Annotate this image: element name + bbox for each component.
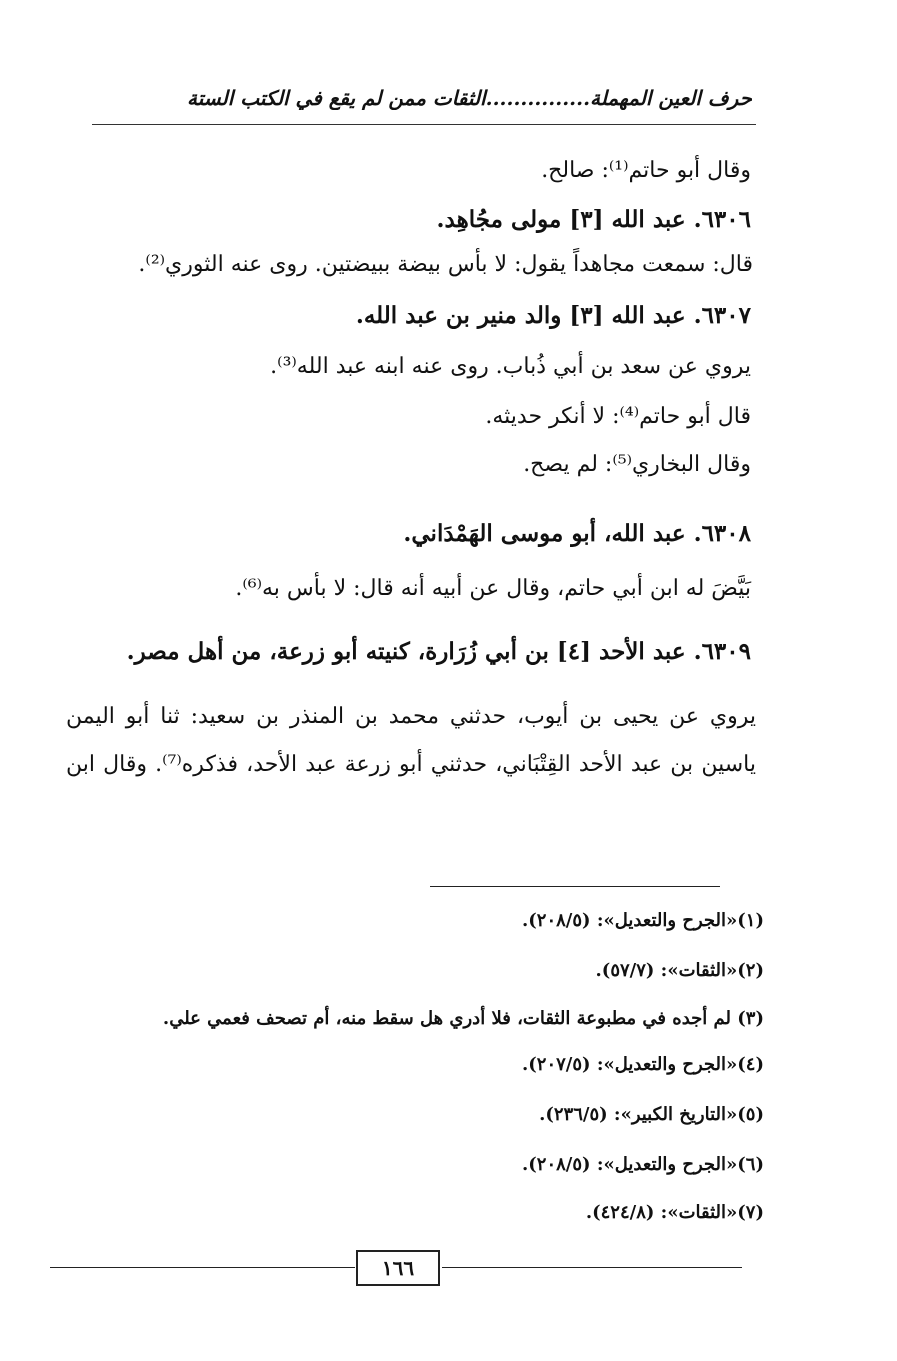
footnote: (٢)«الثقات»: (٥٧/٧). <box>595 960 764 981</box>
footnote: (٧)«الثقات»: (٤٢٤/٨). <box>585 1202 764 1223</box>
text-line: يروي عن سعد بن أبي ذُباب. روى عنه ابنه عبد الله⁽³⁾. <box>270 354 751 379</box>
footer-rule-right <box>442 1267 742 1268</box>
header-rule <box>92 124 756 125</box>
entry-heading: ٦٣٠٨. عبد الله، أبو موسى الهَمْدَاني. <box>403 520 751 547</box>
footnote: (١)«الجرح والتعديل»: (٢٠٨/٥). <box>522 910 764 931</box>
entry-heading: ٦٣٠٧. عبد الله [٣] والد منير بن عبد الله. <box>355 302 751 329</box>
text-line: وقال البخاري⁽⁵⁾: لم يصح. <box>523 452 751 477</box>
entry-heading: ٦٣٠٦. عبد الله [٣] مولى مجُاهِد. <box>436 206 751 233</box>
footnote: (٤)«الجرح والتعديل»: (٢٠٧/٥). <box>522 1054 764 1075</box>
text-line: قال أبو حاتم⁽⁴⁾: لا أنكر حديثه. <box>485 404 751 429</box>
text-line: ياسين بن عبد الأحد القِتْبَاني، حدثني أبو زرعة عبد الأحد، فذكره⁽⁷⁾. وقال ابن <box>66 752 756 777</box>
footnote-separator <box>430 886 720 887</box>
footer-rule-left <box>50 1267 355 1268</box>
text-line: يروي عن يحيى بن أيوب، حدثني محمد بن المنذر بن سعيد: ثنا أبو اليمن <box>66 704 756 729</box>
text-line: بَيَّضَ له ابن أبي حاتم، وقال عن أبيه أنه قال: لا بأس به⁽⁶⁾. <box>235 576 751 601</box>
running-header: حرف العين المهملة...............الثقات ممن لم يقع في الكتب الستة <box>187 86 752 110</box>
page-number: ١٦٦ <box>356 1250 440 1286</box>
text-line: وقال أبو حاتم⁽¹⁾: صالح. <box>541 158 751 183</box>
text-line: قال: سمعت مجاهداً يقول: لا بأس بيضة ببيضتين. روى عنه الثوري⁽²⁾. <box>138 252 753 277</box>
footnote: (٥)«التاريخ الكبير»: (٢٣٦/٥). <box>539 1104 764 1125</box>
footnote: (٦)«الجرح والتعديل»: (٢٠٨/٥). <box>522 1154 764 1175</box>
footnote: (٣) لم أجده في مطبوعة الثقات، فلا أدري هل سقط منه، أم تصحف فعمي علي. <box>162 1008 764 1029</box>
entry-heading: ٦٣٠٩. عبد الأحد [٤] بن أبي زُرَارة، كنيته أبو زرعة، من أهل مصر. <box>126 638 751 665</box>
